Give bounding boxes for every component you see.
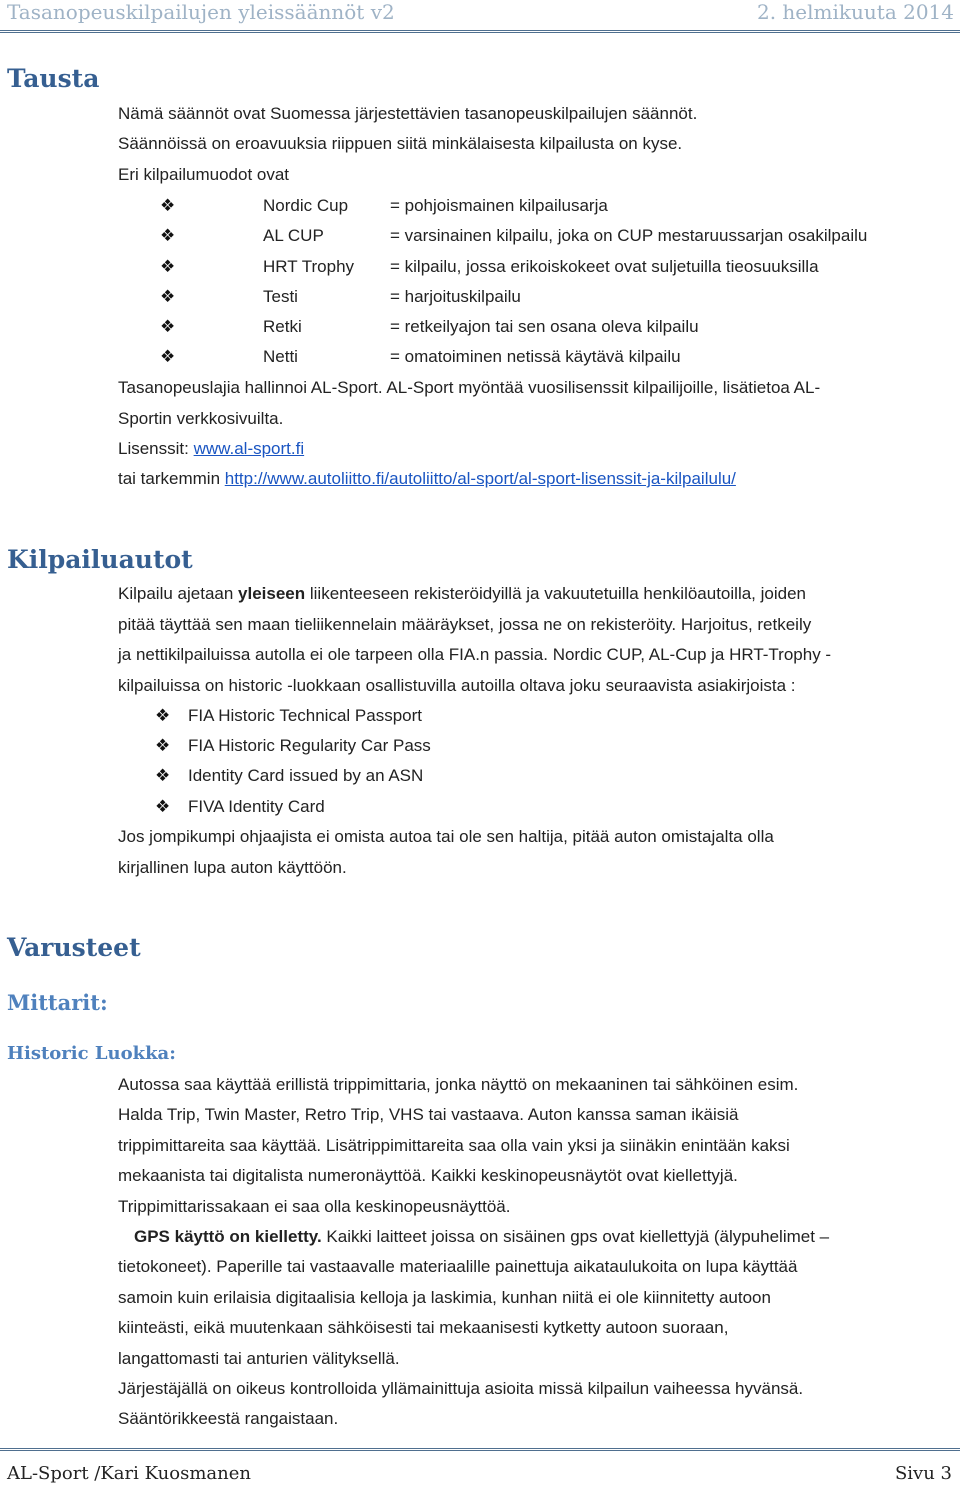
paragraph-line: ja nettikilpailuissa autolla ei ole tarpeen olla FIA.n passia. Nordic CUP, AL-Cup ja HRT-Trophy - <box>118 645 832 664</box>
text-segment: Kaikki laitteet joissa on sisäinen gps ovat kiellettyjä (älypuhelimet – <box>321 1227 830 1246</box>
header-title: Tasanopeuskilpailujen yleissäännöt v2 <box>7 0 395 24</box>
paragraph-line: Autossa saa käyttää erillistä trippimittaria, jonka näyttö on mekaaninen tai sähköinen esim. <box>118 1075 799 1094</box>
al-sport-link[interactable]: www.al-sport.fi <box>193 439 305 458</box>
page-header <box>0 0 960 33</box>
diamond-bullet-icon: ❖ <box>160 317 176 336</box>
type-term: Retki <box>263 317 302 336</box>
heading-varusteet: Varusteet <box>7 933 141 962</box>
type-definition: = omatoiminen netissä käytävä kilpailu <box>390 347 681 366</box>
heading-mittarit: Mittarit: <box>7 990 108 1015</box>
paragraph-line: Eri kilpailumuodot ovat <box>118 165 290 184</box>
diamond-bullet-icon: ❖ <box>160 226 176 245</box>
diamond-bullet-icon: ❖ <box>160 347 176 366</box>
paragraph-line: Halda Trip, Twin Master, Retro Trip, VHS tai vastaava. Auton kanssa saman ikäisiä <box>118 1105 739 1124</box>
details-line <box>118 469 736 489</box>
paragraph-line: langattomasti tai anturien välityksellä. <box>118 1349 400 1368</box>
paragraph-line <box>134 1227 829 1247</box>
heading-historic: Historic Luokka: <box>7 1043 176 1064</box>
header-date: 2. helmikuuta 2014 <box>756 0 954 24</box>
type-term: Nordic Cup <box>263 196 349 215</box>
paragraph-line: Tasanopeuslajia hallinnoi AL-Sport. AL-Sport myöntää vuosilisenssit kilpailijoille, lisätietoa AL- <box>118 378 821 397</box>
type-definition: = retkeilyajon tai sen osana oleva kilpailu <box>390 317 699 336</box>
paragraph-line: Säännöissä on eroavuuksia riippuen siitä minkälaisesta kilpailusta on kyse. <box>118 134 683 153</box>
licenses-label: Lisenssit: <box>118 439 194 458</box>
diamond-bullet-icon: ❖ <box>155 736 171 755</box>
paragraph-line: kilpailuissa on historic -luokkaan osallistuvilla autoilla oltava joku seuraavista asiakirjoista : <box>118 676 796 695</box>
paragraph-line: Trippimittarissakaan ei saa olla keskinopeusnäyttöä. <box>118 1197 511 1216</box>
footer-page-number: Sivu 3 <box>894 1463 952 1484</box>
diamond-bullet-icon: ❖ <box>155 706 171 725</box>
paragraph-line: Jos jompikumpi ohjaajista ei omista autoa tai ole sen haltija, pitää auton omistajalta olla <box>118 827 774 846</box>
type-definition: = harjoituskilpailu <box>390 287 521 306</box>
heading-kilpailuautot: Kilpailuautot <box>7 545 193 574</box>
type-definition: = varsinainen kilpailu, joka on CUP mestaruussarjan osakilpailu <box>390 226 868 245</box>
text-segment: Kilpailu ajetaan <box>118 584 239 603</box>
document-item: FIVA Identity Card <box>188 797 325 816</box>
document-item: Identity Card issued by an ASN <box>188 766 424 785</box>
heading-tausta: Tausta <box>7 64 100 93</box>
diamond-bullet-icon: ❖ <box>160 196 176 215</box>
paragraph-line: Sportin verkkosivuilta. <box>118 409 284 428</box>
licenses-line <box>118 439 304 459</box>
type-term: HRT Trophy <box>263 257 355 276</box>
paragraph-line: trippimittareita saa käyttää. Lisätrippimittareita saa olla vain yksi ja siinäkin enintään kaksi <box>118 1136 790 1155</box>
details-label: tai tarkemmin <box>118 469 225 488</box>
document-item: FIA Historic Technical Passport <box>188 706 422 725</box>
paragraph-line: tietokoneet). Paperille tai vastaavalle materiaalille painettuja aikataulukoita on lupa käyttää <box>118 1257 798 1276</box>
paragraph-line: kiinteästi, eikä muutenkaan sähköisesti tai mekaanisesti kytketty autoon suoraan, <box>118 1318 729 1337</box>
paragraph-line: Sääntörikkeestä rangaistaan. <box>118 1409 339 1428</box>
paragraph-line <box>118 584 806 604</box>
type-term: Netti <box>263 347 298 366</box>
diamond-bullet-icon: ❖ <box>160 257 176 276</box>
paragraph-line: Nämä säännöt ovat Suomessa järjestettävien tasanopeuskilpailujen säännöt. <box>118 104 698 123</box>
document-item: FIA Historic Regularity Car Pass <box>188 736 431 755</box>
paragraph-line: kirjallinen lupa auton käyttöön. <box>118 858 347 877</box>
paragraph-line: mekaanista tai digitalista numeronäyttöä. Kaikki keskinopeusnäytöt ovat kiellettyjä. <box>118 1166 738 1185</box>
diamond-bullet-icon: ❖ <box>155 797 171 816</box>
paragraph-line: pitää täyttää sen maan tieliikennelain määräykset, jossa ne on rekisteröity. Harjoitus, retkeily <box>118 615 812 634</box>
paragraph-line: Järjestäjällä on oikeus kontrolloida yllämainittuja asioita missä kilpailun vaiheessa hyvänsä. <box>118 1379 804 1398</box>
footer-author: AL-Sport /Kari Kuosmanen <box>7 1463 251 1484</box>
type-term: Testi <box>263 287 298 306</box>
diamond-bullet-icon: ❖ <box>160 287 176 306</box>
type-definition: = kilpailu, jossa erikoiskokeet ovat suljetuilla tieosuuksilla <box>390 257 819 276</box>
type-term: AL CUP <box>263 226 324 245</box>
type-definition: = pohjoismainen kilpailusarja <box>390 196 608 215</box>
bold-text: GPS käyttö on kielletty. <box>134 1227 322 1246</box>
bold-text: yleiseen <box>238 584 306 603</box>
paragraph-line: samoin kuin erilaisia digitaalisia kelloja ja laskimia, kunhan niitä ei ole kiinnitetty autoon <box>118 1288 771 1307</box>
autoliitto-link[interactable]: http://www.autoliitto.fi/autoliitto/al-sport/al-sport-lisenssit-ja-kilpailulu/ <box>224 469 736 488</box>
text-segment: liikenteeseen rekisteröidyillä ja vakuutetuilla henkilöautoilla, joiden <box>305 584 806 603</box>
page-footer <box>0 1448 960 1491</box>
diamond-bullet-icon: ❖ <box>155 766 171 785</box>
